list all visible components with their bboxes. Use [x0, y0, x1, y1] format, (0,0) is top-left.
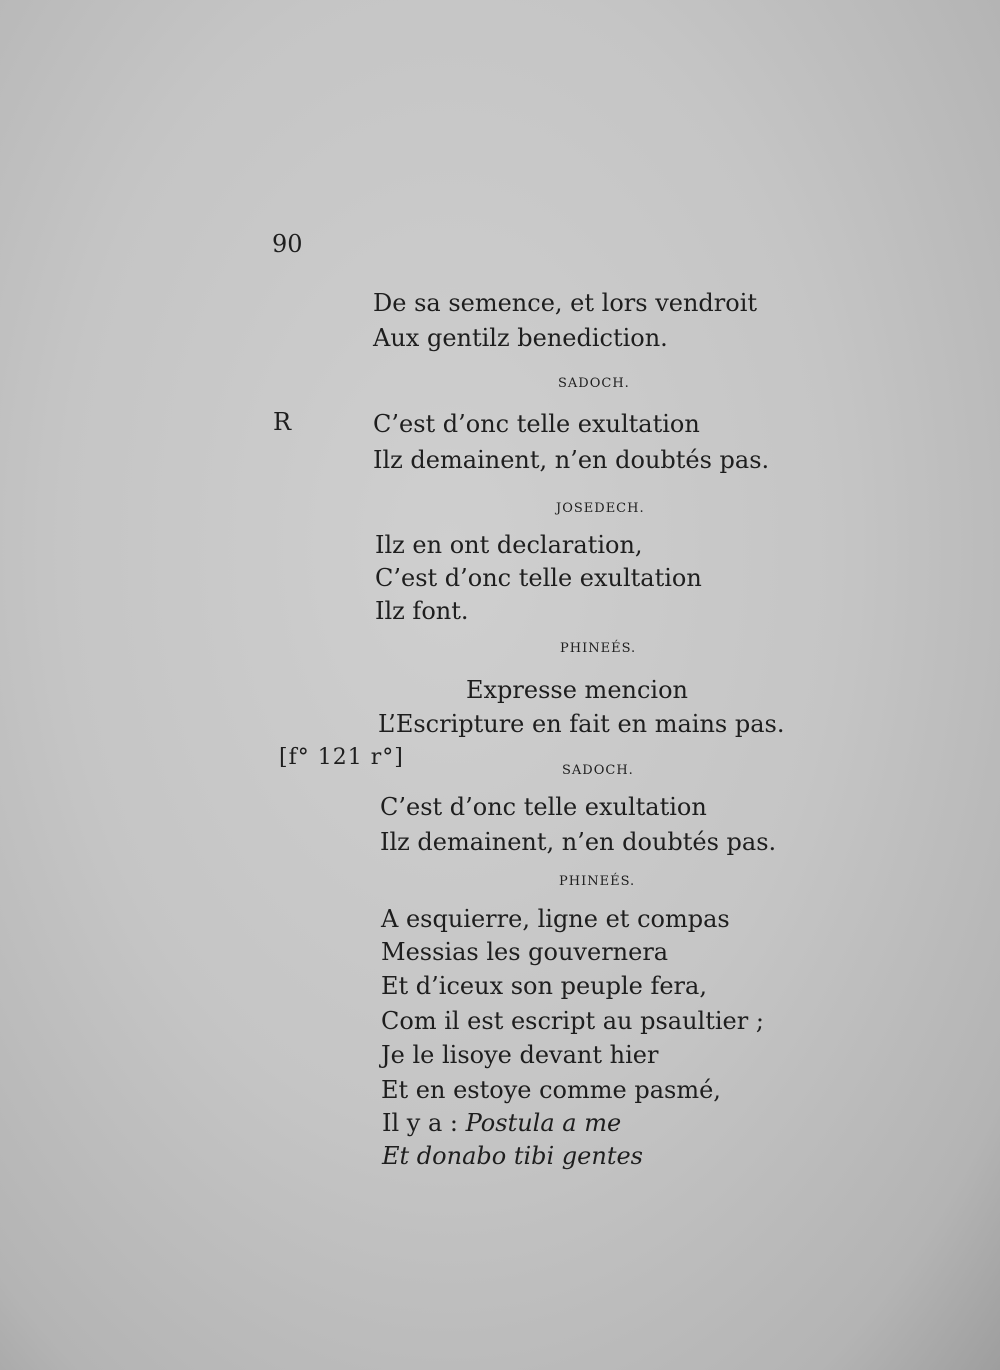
speaker-name: SADOCH. — [558, 376, 630, 391]
verse-line: Ilz en ont declaration, — [375, 531, 643, 559]
verse-line: Ilz font. — [375, 597, 469, 625]
latin-italic-text: Postula a me — [465, 1109, 622, 1137]
verse-line: De sa semence, et lors vendroit — [373, 289, 758, 317]
margin-folio-reference: [f° 121 r°] — [279, 745, 404, 770]
speaker-name: JOSEDECH. — [556, 501, 645, 516]
page-number: 90 — [272, 230, 303, 258]
speaker-name: PHINEÉS. — [560, 641, 637, 656]
verse-line: C’est d’onc telle exultation — [373, 410, 700, 438]
verse-line: Ilz demainent, n’en doubtés pas. — [380, 828, 777, 856]
verse-line: C’est d’onc telle exultation — [380, 793, 707, 821]
verse-line: Messias les gouvernera — [381, 938, 669, 966]
verse-line: A esquierre, ligne et compas — [381, 905, 730, 933]
roman-text: Il y a : — [382, 1109, 466, 1137]
margin-note-r: R — [273, 408, 292, 436]
verse-line-mixed — [382, 1109, 621, 1137]
verse-line: Ilz demainent, n’en doubtés pas. — [373, 446, 770, 474]
verse-line: Et en estoye comme pasmé, — [381, 1076, 721, 1104]
verse-line: Com il est escript au psaultier ; — [381, 1007, 764, 1035]
speaker-name: SADOCH. — [562, 763, 634, 778]
verse-line: Expresse mencion — [466, 676, 688, 704]
verse-line: Et d’iceux son peuple fera, — [381, 972, 707, 1000]
verse-line: Aux gentilz benediction. — [373, 324, 668, 352]
speaker-name: PHINEÉS. — [559, 874, 636, 889]
verse-line: Je le lisoye devant hier — [381, 1041, 659, 1069]
verse-line: C’est d’onc telle exultation — [375, 564, 702, 592]
verse-line: L’Escripture en fait en mains pas. — [378, 710, 785, 738]
latin-italic-line: Et donabo tibi gentes — [382, 1142, 643, 1170]
